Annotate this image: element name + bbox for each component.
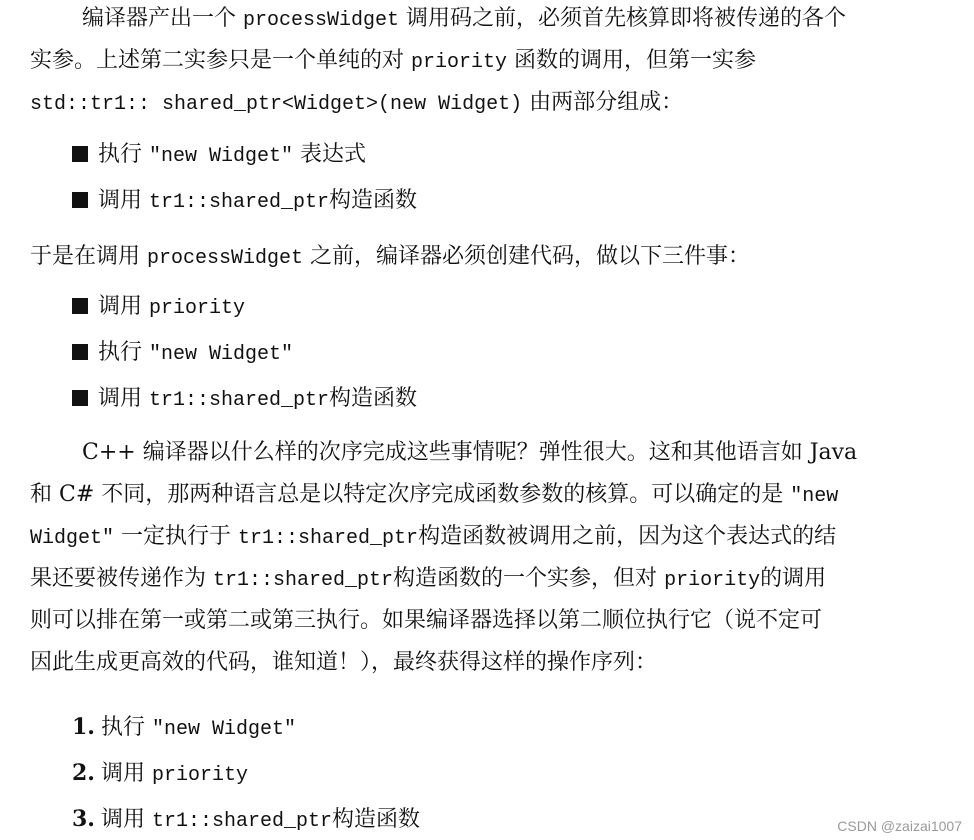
item-code: "new Widget" — [149, 343, 294, 366]
item-code: "new Widget" — [151, 718, 296, 741]
item-prefix: 调用 — [100, 761, 152, 786]
paragraph3-line1 — [82, 438, 857, 468]
paragraph2 — [30, 242, 750, 272]
item-code: tr1::shared_ptr — [151, 810, 332, 833]
text: 果还要被传递作为 — [30, 566, 207, 591]
paragraph3-line3 — [30, 522, 836, 552]
item-prefix: 执行 — [100, 715, 152, 740]
item-code: priority — [149, 297, 246, 320]
paragraph3-line5 — [30, 606, 822, 636]
item-suffix: 表达式 — [293, 142, 367, 167]
item-number: 1. — [72, 714, 95, 740]
list3-item-2 — [72, 758, 248, 788]
list3-item-3 — [72, 804, 420, 834]
item-prefix: 执行 — [98, 142, 149, 167]
item-suffix: 构造函数 — [329, 386, 418, 411]
text: 构造函数的一个实参，但对 — [393, 566, 658, 591]
list2-item-3 — [72, 384, 417, 414]
item-code: tr1::shared_ptr — [149, 191, 330, 214]
item-code: priority — [151, 764, 248, 787]
paragraph1-line1 — [82, 4, 846, 34]
paragraph3-line4 — [30, 564, 826, 594]
item-prefix: 调用 — [98, 188, 149, 213]
text: 函数的调用，但第一实参 — [514, 48, 757, 73]
paragraph1-line3 — [30, 88, 683, 118]
text: 的调用 — [760, 566, 827, 591]
square-bullet-icon — [72, 192, 88, 208]
paragraph3-line6 — [30, 648, 657, 678]
square-bullet-icon — [72, 390, 88, 406]
code-shared-ptr: tr1::shared_ptr — [238, 527, 419, 550]
code-new: "new — [790, 485, 839, 508]
text: 调用码之前，必须首先核算即将被传递的各个 — [406, 6, 847, 31]
list2-item-2 — [72, 338, 293, 368]
text: 因此生成更高效的代码，谁知道！），最终获得这样的操作序列： — [30, 650, 658, 675]
square-bullet-icon — [72, 146, 88, 162]
code-processWidget: processWidget — [243, 9, 400, 32]
item-prefix: 调用 — [98, 294, 149, 319]
code-shared-ptr-expression: std::tr1:: shared_ptr<Widget>(new Widget) — [30, 93, 523, 116]
text: 编译器产出一个 — [82, 6, 237, 31]
square-bullet-icon — [72, 344, 88, 360]
item-prefix: 执行 — [98, 340, 149, 365]
text: 则可以排在第一或第二或第三执行。如果编译器选择以第二顺位执行它（说不定可 — [30, 608, 823, 633]
square-bullet-icon — [72, 298, 88, 314]
text: 构造函数被调用之前，因为这个表达式的结 — [418, 524, 837, 549]
item-code: tr1::shared_ptr — [149, 389, 330, 412]
item-number: 3. — [72, 806, 95, 832]
list2-item-1 — [72, 292, 245, 322]
item-prefix: 调用 — [98, 386, 149, 411]
code-processWidget: processWidget — [147, 247, 304, 270]
text: C++ 编译器以什么样的次序完成这些事情呢？弹性很大。这和其他语言如 Java — [82, 440, 858, 465]
text: 实参。上述第二实参只是一个单纯的对 — [30, 48, 405, 73]
text: 一定执行于 — [121, 524, 232, 549]
item-number: 2. — [72, 760, 95, 786]
item-code: "new Widget" — [149, 145, 294, 168]
text: 于是在调用 — [30, 244, 141, 269]
item-prefix: 调用 — [100, 807, 152, 832]
text: 和 C# 不同，那两种语言总是以特定次序完成函数参数的核算。可以确定的是 — [30, 482, 784, 507]
paragraph1-line2 — [30, 46, 756, 76]
list1-item-1 — [72, 140, 366, 170]
code-shared-ptr: tr1::shared_ptr — [213, 569, 394, 592]
csdn-watermark: CSDN @zaizai1007 — [837, 818, 962, 834]
text: 之前，编译器必须创建代码，做以下三件事： — [310, 244, 751, 269]
code-priority: priority — [664, 569, 761, 592]
item-suffix: 构造函数 — [329, 188, 418, 213]
item-suffix: 构造函数 — [332, 807, 421, 832]
list3-item-1 — [72, 712, 296, 742]
code-widget: Widget" — [30, 527, 115, 550]
text: 由两部分组成： — [529, 90, 684, 115]
paragraph3-line2 — [30, 480, 838, 510]
code-priority: priority — [411, 51, 508, 74]
list1-item-2 — [72, 186, 417, 216]
